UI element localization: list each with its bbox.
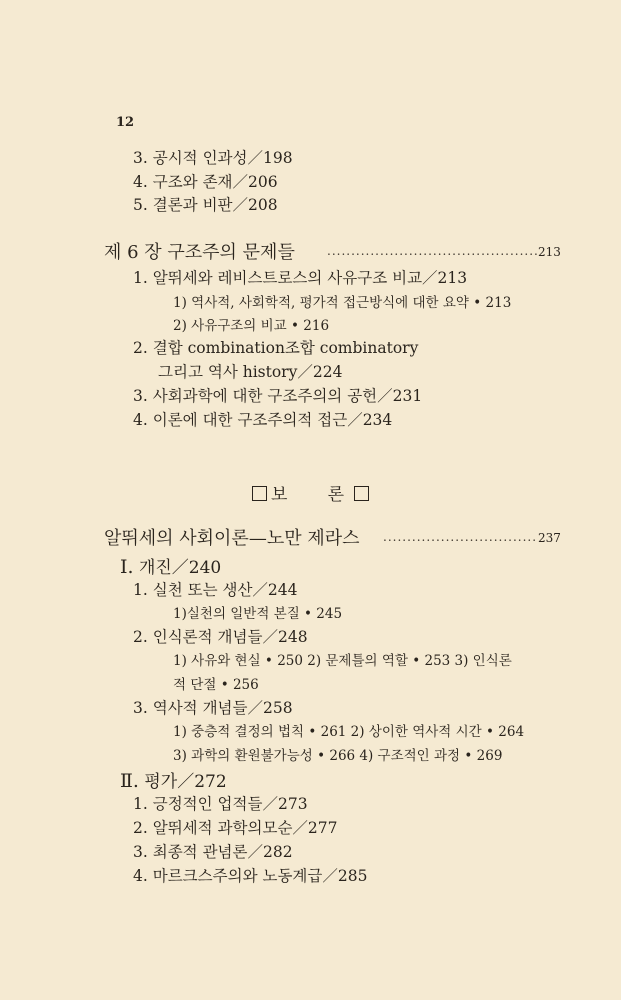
toc-item: 2. 알뛰세적 과학의모순／277 — [133, 819, 338, 837]
toc-item: 2. 결합 combination조합 combinatory — [133, 339, 419, 357]
appendix-heading: 보 론 — [0, 480, 621, 505]
toc-subitem: 1) 중층적 결정의 법칙 • 261 2) 상이한 역사적 시간 • 264 — [173, 724, 525, 740]
chapter-page: 213 — [538, 245, 561, 259]
toc-item: 4. 마르크스주의와 노동계급／285 — [133, 867, 368, 885]
leader-dots — [383, 530, 537, 544]
section-heading: Ⅱ. 평가／272 — [120, 770, 227, 792]
toc-item-continued: 그리고 역사 history／224 — [158, 363, 343, 381]
toc-item: 3. 역사적 개념들／258 — [133, 699, 293, 717]
page-number: 12 — [116, 115, 135, 130]
toc-subitem: 1) 역사적, 사회학적, 평가적 접근방식에 대한 요약 • 213 — [173, 295, 512, 311]
toc-subitem: 3) 과학의 환원불가능성 • 266 4) 구조적인 과정 • 269 — [173, 748, 503, 764]
toc-item: 4. 구조와 존재／206 — [133, 173, 278, 191]
toc-subitem: 적 단절 • 256 — [173, 677, 259, 693]
leader-dots — [327, 244, 537, 258]
appendix-page: 237 — [538, 531, 561, 545]
toc-item: 3. 최종적 관념론／282 — [133, 843, 293, 861]
toc-subitem: 1) 사유와 현실 • 250 2) 문제틀의 역할 • 253 3) 인식론 — [173, 653, 512, 669]
toc-subitem: 1)실천의 일반적 본질 • 245 — [173, 606, 343, 622]
toc-item: 2. 인식론적 개념들／248 — [133, 628, 308, 646]
toc-item: 1. 알뛰세와 레비스트로스의 사유구조 비교／213 — [133, 269, 468, 287]
toc-subitem: 2) 사유구조의 비교 • 216 — [173, 318, 330, 334]
box-icon — [354, 486, 369, 501]
toc-item: 1. 실천 또는 생산／244 — [133, 581, 298, 599]
chapter-title: 제 6 장 구조주의 문제들 — [104, 242, 295, 263]
toc-item: 4. 이론에 대한 구조주의적 접근／234 — [133, 411, 393, 429]
section-heading: Ⅰ. 개진／240 — [120, 556, 222, 578]
toc-item: 3. 공시적 인과성／198 — [133, 149, 293, 167]
toc-item: 1. 긍정적인 업적들／273 — [133, 795, 308, 813]
toc-item: 3. 사회과학에 대한 구조주의의 공헌／231 — [133, 387, 423, 405]
box-icon — [252, 486, 267, 501]
appendix-title: 알뛰세의 사회이론—노만 제라스 — [104, 528, 360, 549]
toc-item: 5. 결론과 비판／208 — [133, 196, 278, 214]
